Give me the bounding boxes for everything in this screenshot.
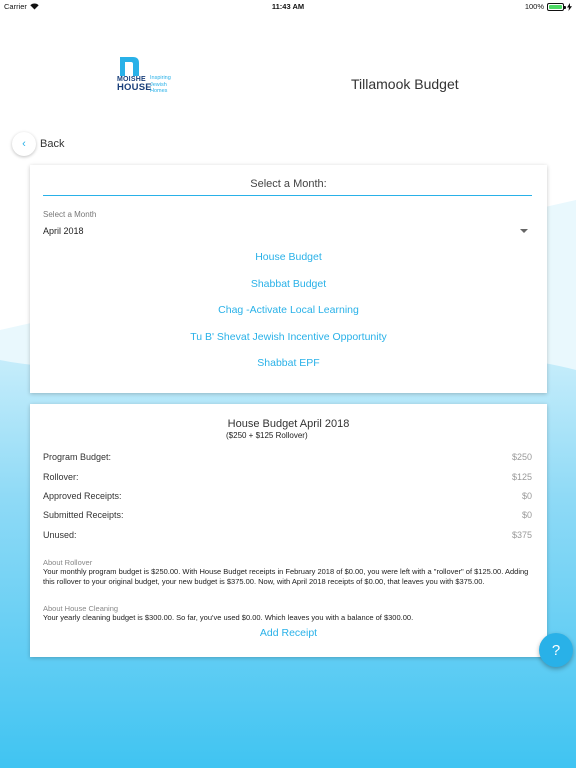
row-label: Unused: [43, 530, 77, 540]
budget-row [43, 452, 532, 466]
row-label: Rollover: [43, 472, 79, 482]
budget-row [43, 491, 532, 505]
row-value: $0 [521, 510, 532, 520]
battery-percent: 100% [524, 2, 544, 11]
charging-bolt-icon [567, 3, 572, 11]
caret-down-icon[interactable] [520, 229, 528, 233]
tagline-line: Homes [150, 88, 168, 94]
month-select-label: Select a Month [43, 210, 97, 219]
month-select-card [30, 165, 547, 393]
month-select[interactable]: April 2018 [43, 226, 84, 236]
row-label: Submitted Receipts: [43, 510, 124, 520]
back-label[interactable]: Back [40, 138, 65, 150]
logo-text-moishe: MOISHE [117, 76, 146, 83]
budget-link-shabbat[interactable]: Shabbat Budget [250, 278, 327, 290]
title-divider [43, 195, 532, 196]
chevron-left-icon[interactable]: ‹ [12, 132, 36, 156]
budget-link-shabbat-epf[interactable]: Shabbat EPF [257, 357, 320, 369]
carrier-label: Carrier [4, 2, 27, 11]
budget-link-house[interactable]: House Budget [255, 251, 322, 263]
budget-link-tu-bshevat[interactable]: Tu B' Shevat Jewish Incentive Opportunity [190, 331, 387, 343]
header [0, 40, 576, 120]
budget-link-chag[interactable]: Chag -Activate Local Learning [218, 304, 359, 316]
tagline-line: Jewish [150, 81, 167, 88]
budget-row [43, 530, 532, 544]
about-cleaning-text: Your yearly cleaning budget is $300.00. So far, you've used $0.00. Which leaves you with a balance of $300.00. [43, 613, 414, 622]
row-value: $125 [511, 472, 532, 482]
budget-detail-card [30, 404, 547, 657]
logo-tagline [150, 75, 190, 95]
battery-icon [547, 3, 564, 11]
status-bar [0, 0, 576, 13]
help-button[interactable]: ? [539, 633, 573, 667]
row-label: Approved Receipts: [43, 491, 122, 501]
budget-row [43, 510, 532, 524]
moishe-house-logo [117, 57, 179, 97]
logo-text-house: HOUSE [117, 82, 152, 93]
about-rollover-label: About Rollover [43, 558, 93, 567]
tagline-line: Inspiring [150, 75, 171, 81]
back-button[interactable] [12, 132, 64, 156]
row-label: Program Budget: [43, 452, 112, 462]
row-value: $250 [511, 452, 532, 462]
row-value: $375 [511, 530, 532, 540]
budget-row [43, 472, 532, 486]
detail-card-subtitle: ($250 + $125 Rollover) [226, 431, 308, 440]
detail-card-title: House Budget April 2018 [227, 418, 350, 430]
page-title: Tillamook Budget [351, 76, 459, 92]
row-value: $0 [521, 491, 532, 501]
month-card-title: Select a Month: [250, 178, 327, 190]
add-receipt-button[interactable]: Add Receipt [259, 627, 318, 639]
about-cleaning-label: About House Cleaning [43, 604, 119, 613]
about-rollover-text: Your monthly program budget is $250.00. With House Budget receipts in February 2018 of $0.00, you were left with a "rollover" of $125.00. Adding this rollover to your original budget, your new budget is $375.00. Now, with April 2018 receipts of $0.00, that leaves you with $375.00. [43, 567, 529, 586]
clock: 11:43 AM [271, 2, 305, 11]
